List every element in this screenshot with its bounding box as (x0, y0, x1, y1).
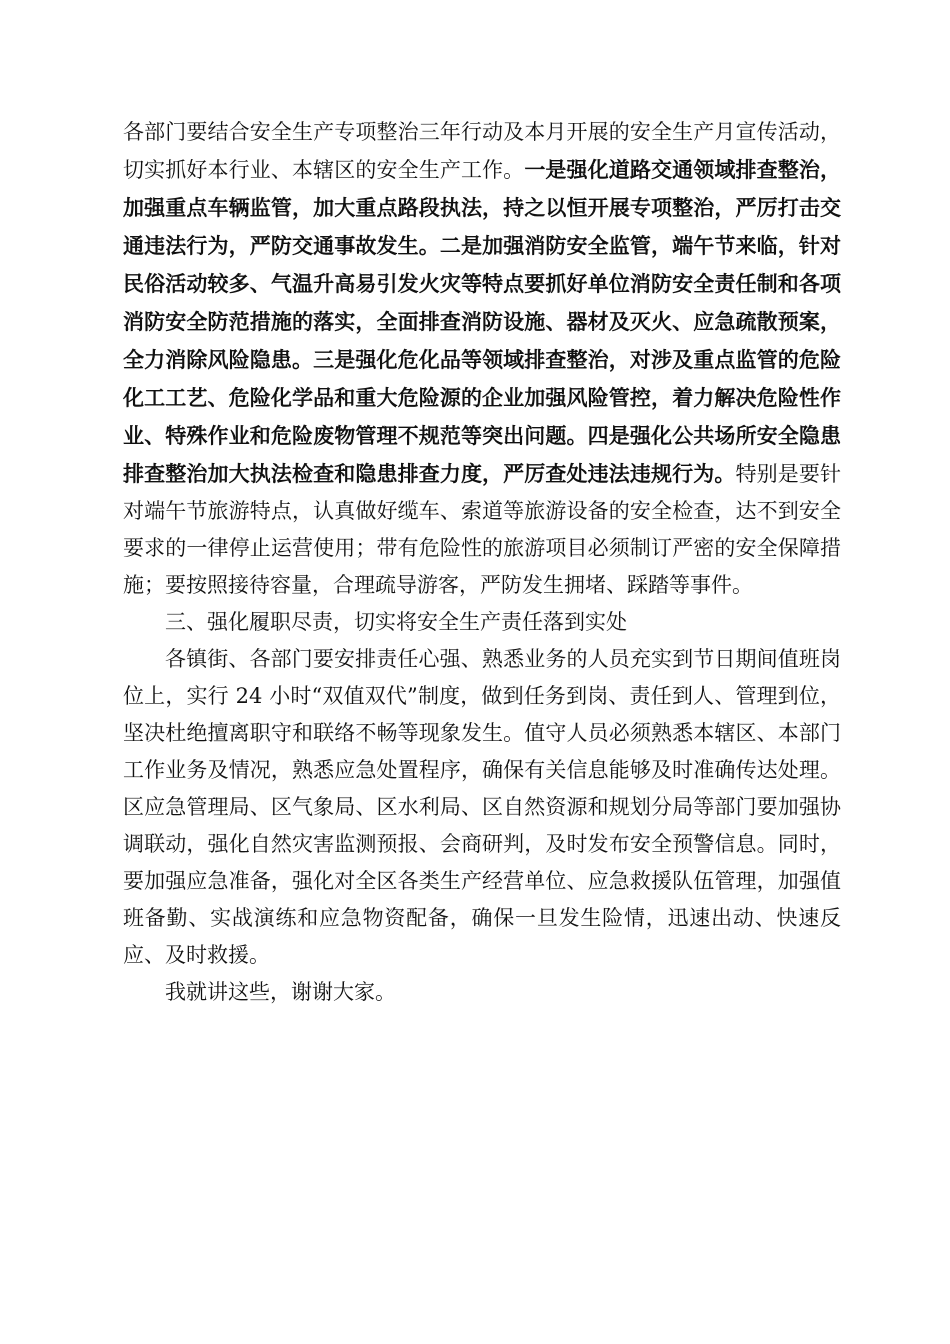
document-page (123, 114, 841, 1011)
closing-remark: 我就讲这些，谢谢大家。 (165, 980, 396, 1004)
paragraph-tail-tourism: 特别是要针对端午节旅游特点，认真做好缆车、索道等旅游设备的安全检查，达不到安全要求的一律停止运营使用；带有危险性的旅游项目必须制订严密的安全保障措施；要按照接待容量，合理疏导游客，严防发生拥堵、踩踏等事件。 (123, 462, 842, 597)
point-two-fire-safety: 二是加强消防安全监管，端午节来临，针对民俗活动较多、气温升高易引发火灾等特点要抓好单位消防安全责任制和各项消防安全防范措施的落实，全面排查消防设施、器材及灭火、应急疏散预案，全力消除风险隐患。 (123, 233, 842, 372)
paragraph-intro-text: 各部门要结合安全生产专项整治三年行动及本月开展的安全生产月宣传活动，切实抓好本行业、本辖区的安全生产工作。 (123, 120, 841, 182)
point-one-road-traffic: 一是强化道路交通领域排查整治，加强重点车辆监管，加大重点路段执法，持之以恒开展专项整治，严厉打击交通违法行为，严防交通事故发生。 (123, 157, 842, 258)
point-three-hazardous-chemicals: 三是强化危化品等领域排查整治，对涉及重点监管的危险化工工艺、危险化学品和重大危险源的企业加强风险管控，着力解决危险性作业、特殊作业和危险废物管理不规范等突出问题。 (123, 347, 842, 448)
paragraph-work-measures (123, 114, 841, 604)
paragraph-duty-responsibility: 各镇街、各部门要安排责任心强、熟悉业务的人员充实到节日期间值班岗位上，实行 24 小时“双值双代”制度，做到任务到岗、责任到人、管理到位，坚决杜绝擅离职守和联络不畅等现象发生。值守人员必须熟悉本辖区、本部门工作业务及情况，熟悉应急处置程序，确保有关信息能够及时准确传达处理。区应急管理局、区气象局、区水利局、区自然资源和规划分局等部门要加强协调联动，强化自然灾害监测预报、会商研判，及时发布安全预警信息。同时，要加强应急准备，强化对全区各类生产经营单位、应急救援队伍管理，加强值班备勤、实战演练和应急物资配备，确保一旦发生险情，迅速出动、快速反应、及时救援。 (123, 647, 841, 967)
section-heading-three: 三、强化履职尽责，切实将安全生产责任落到实处 (165, 610, 627, 634)
point-four-public-places: 四是强化公共场所安全隐患排查整治加大执法检查和隐患排查力度，严厉查处违法违规行为。 (123, 423, 842, 486)
